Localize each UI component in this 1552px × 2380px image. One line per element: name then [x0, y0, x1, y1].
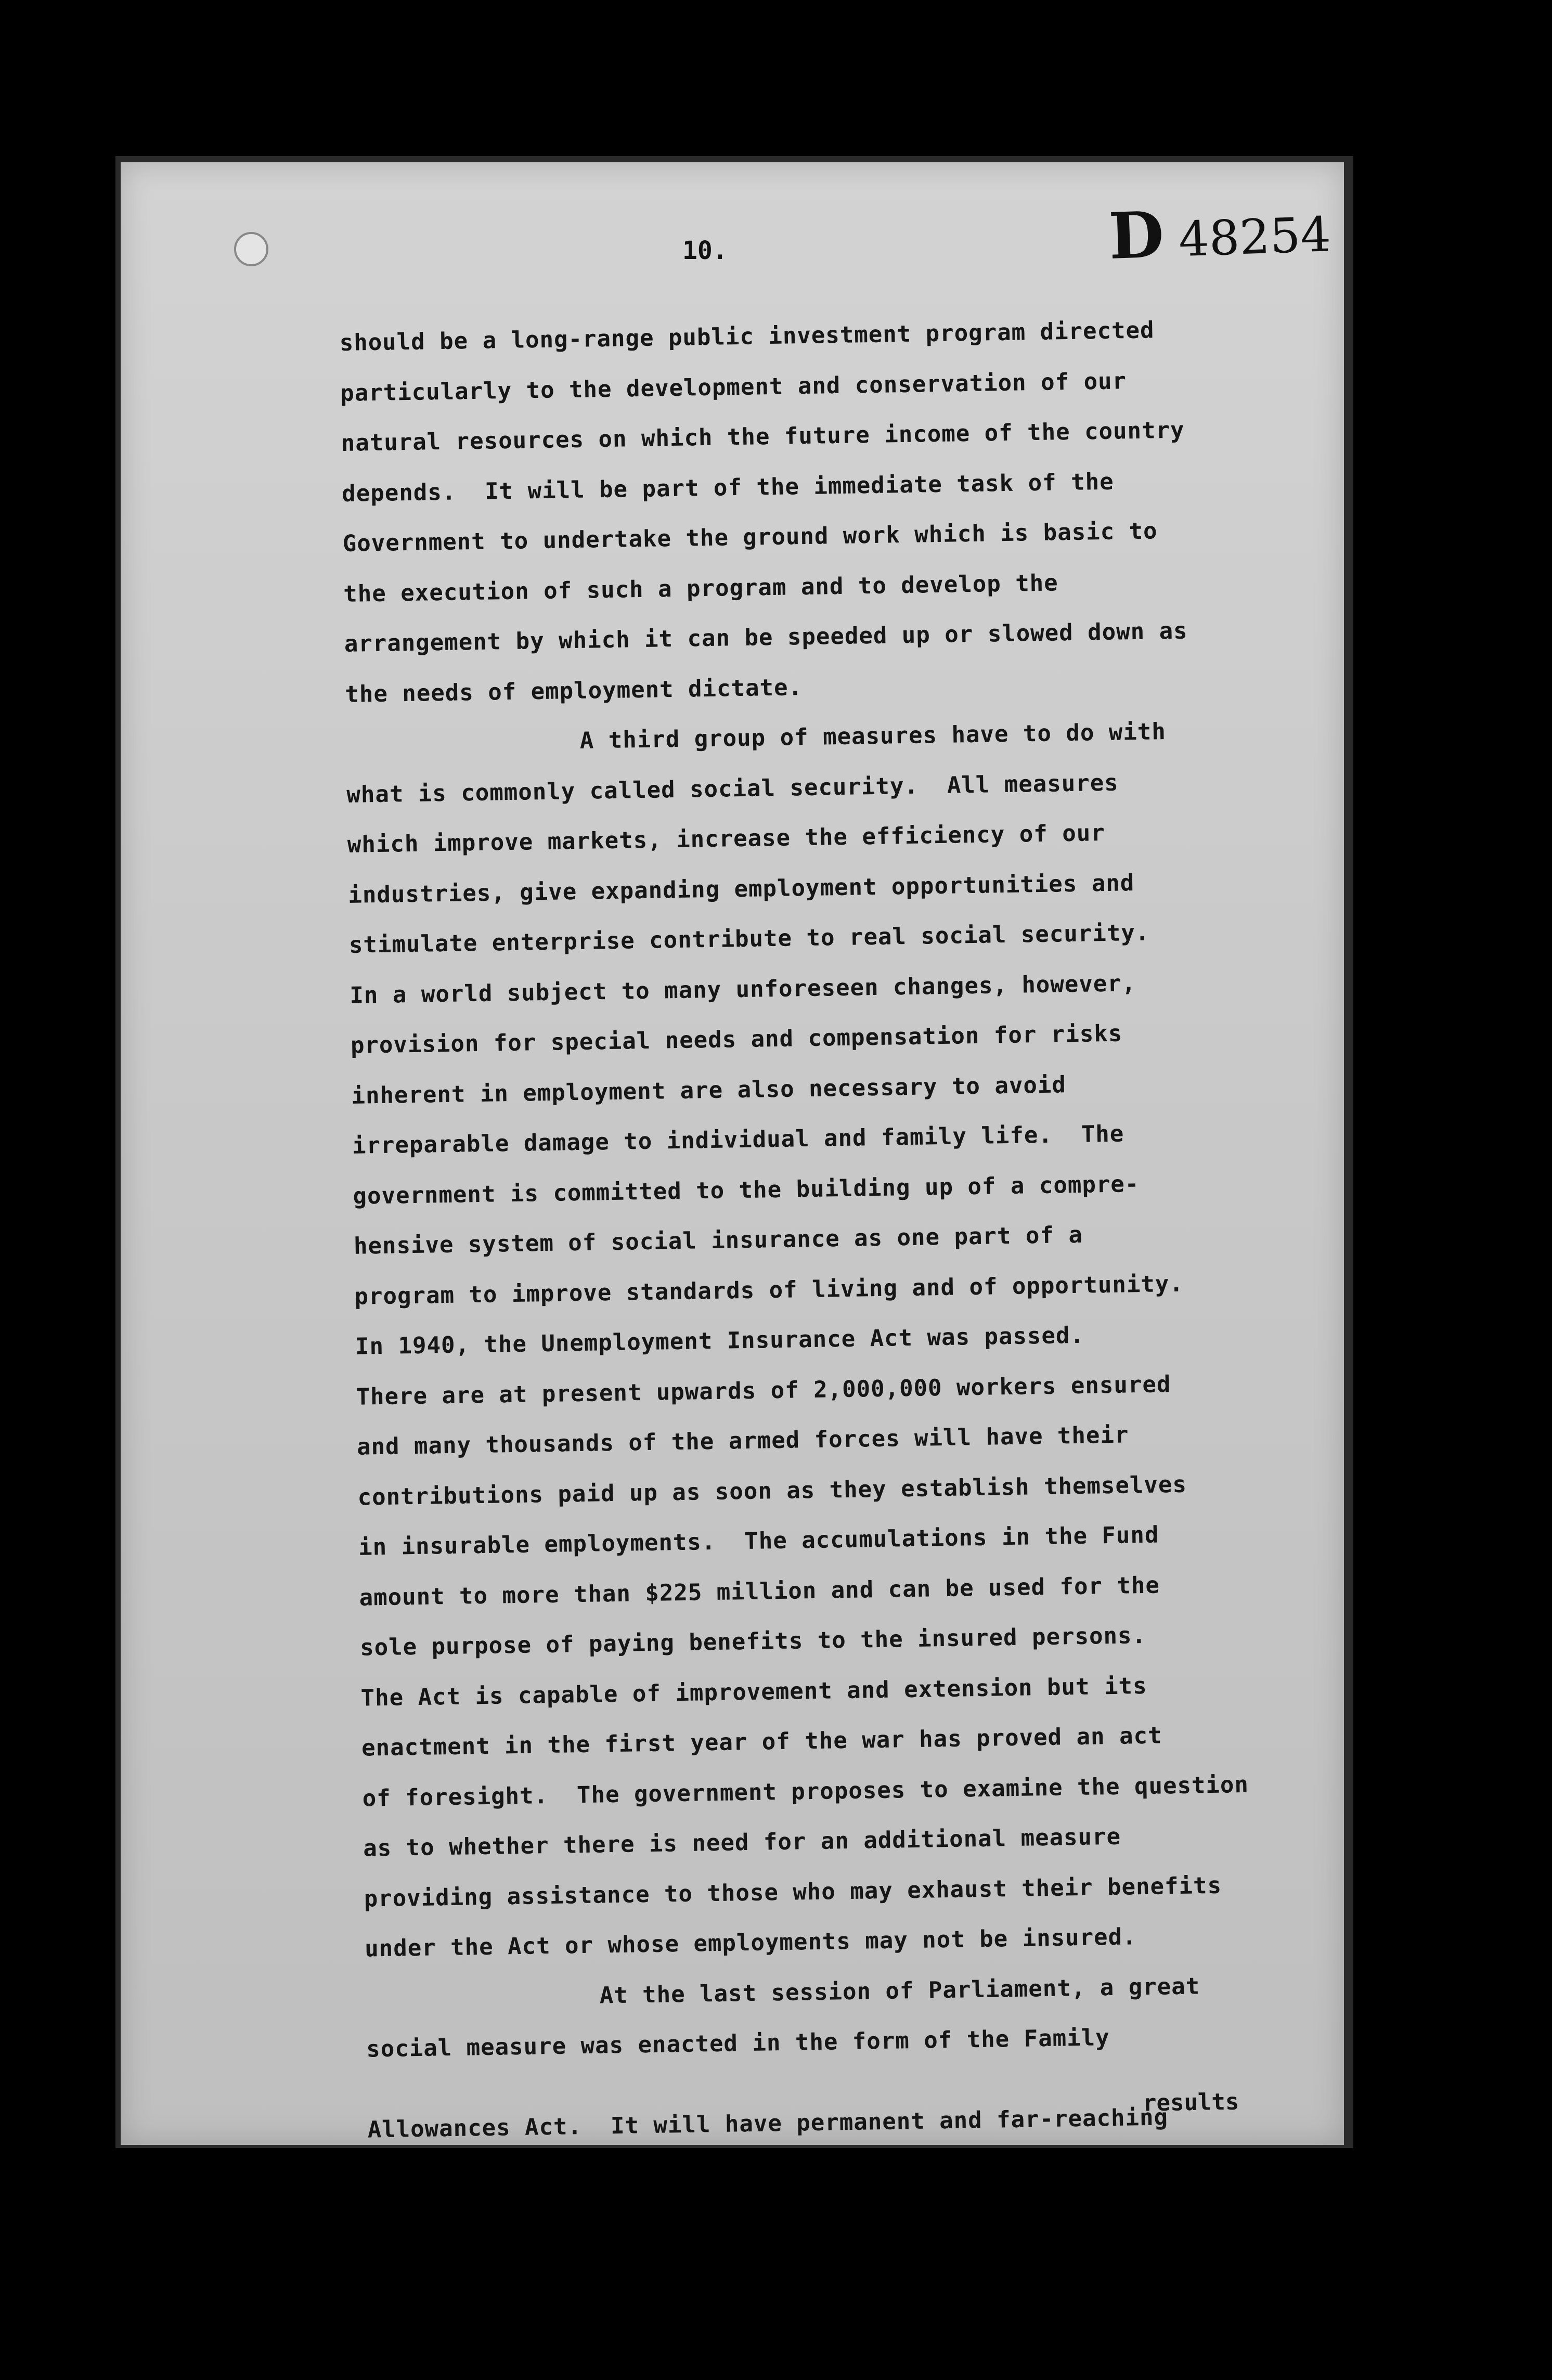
- text-line: Allowances Act. It will have permanent and far-reaching: [367, 2103, 1169, 2143]
- text-line: natural resources on which the future income of the country: [341, 417, 1185, 457]
- text-line: enactment in the first year of the war has proved an act: [361, 1722, 1162, 1762]
- text-line: sole purpose of paying benefits to the insured persons.: [359, 1622, 1147, 1661]
- document-id-stamp: [1107, 191, 1331, 274]
- text-line: providing assistance to those who may exhaust their benefits: [364, 1872, 1222, 1912]
- text-line: the needs of employment dictate.: [344, 674, 803, 708]
- text-line: In 1940, the Unemployment Insurance Act was passed.: [355, 1322, 1085, 1360]
- paragraph-first-line: A third group of measures have to do with: [579, 718, 1167, 754]
- text-line: under the Act or whose employments may not be insured.: [364, 1923, 1137, 1962]
- text-line: the execution of such a program and to develop the: [343, 569, 1059, 607]
- text-line: which improve markets, increase the efficiency of our: [347, 819, 1106, 858]
- text-line: arrangement by which it can be speeded up or slowed down as: [344, 617, 1188, 657]
- text-line: social measure was enacted in the form of the Family: [366, 2024, 1110, 2063]
- text-line: The Act is capable of improvement and extension but its: [360, 1672, 1147, 1712]
- text-line: provision for special needs and compensation for risks: [350, 1020, 1123, 1059]
- text-line: government is committed to the building up of a compre-: [353, 1170, 1140, 1210]
- paragraph-first-line: At the last session of Parliament, a great: [599, 1972, 1200, 2009]
- text-line: what is commonly called social security. All measures: [346, 769, 1119, 808]
- text-line: amount to more than $225 million and can be used for the: [359, 1572, 1160, 1611]
- text-line: should be a long-range public investment program directed: [339, 317, 1155, 356]
- typed-text-body: [339, 303, 1344, 2145]
- document-id-number: 48254: [1178, 206, 1332, 268]
- text-line: In a world subject to many unforeseen changes, however,: [350, 969, 1136, 1009]
- text-line: Government to undertake the ground work which is basic to: [342, 518, 1158, 557]
- text-line: There are at present upwards of 2,000,000 workers ensured: [356, 1370, 1171, 1411]
- text-line: irreparable damage to individual and family life. The: [352, 1120, 1124, 1159]
- continuation-word: results: [1142, 2088, 1239, 2117]
- text-line: of foresight. The government proposes to examine the question: [362, 1771, 1249, 1812]
- text-line: contributions paid up as soon as they establish themselves: [357, 1471, 1187, 1511]
- document-id-prefix: D: [1107, 197, 1167, 274]
- text-line: industries, give expanding employment opportunities and: [348, 869, 1135, 909]
- document-page: [121, 162, 1344, 2145]
- punch-hole: [234, 232, 268, 266]
- text-line: stimulate enterprise contribute to real social security.: [348, 919, 1150, 959]
- text-line: as to whether there is need for an additional measure: [363, 1823, 1121, 1862]
- page-number: 10.: [682, 236, 728, 265]
- text-line: program to improve standards of living and of opportunity.: [354, 1270, 1184, 1310]
- text-line: in insurable employments. The accumulations in the Fund: [358, 1521, 1159, 1561]
- text-line: inherent in employment are also necessary to avoid: [351, 1071, 1067, 1109]
- text-line: and many thousands of the armed forces will have their: [356, 1421, 1129, 1460]
- text-line: hensive system of social insurance as one part of a: [353, 1221, 1083, 1260]
- text-line: depends. It will be part of the immediate task of the: [341, 468, 1114, 507]
- text-line: particularly to the development and conservation of our: [340, 367, 1127, 407]
